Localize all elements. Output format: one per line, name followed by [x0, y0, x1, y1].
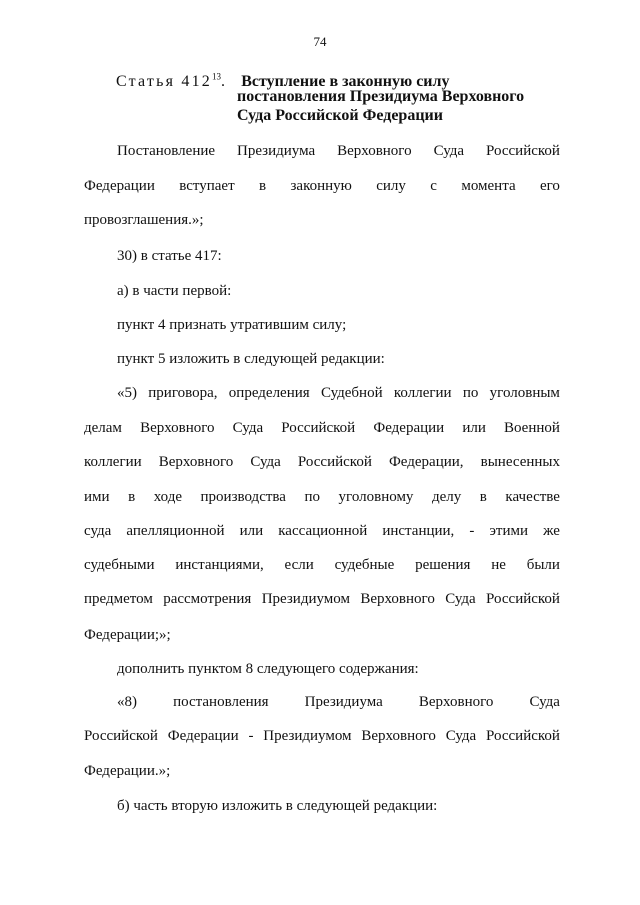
word: Президиумом — [261, 591, 350, 607]
word: в — [259, 178, 267, 194]
word: Президиумом — [263, 728, 352, 744]
word: Суда — [433, 143, 465, 159]
article-heading — [116, 68, 525, 124]
word: делу — [431, 489, 462, 505]
word: Верховного — [337, 143, 412, 159]
word: определения — [228, 385, 310, 401]
word: или — [462, 420, 486, 436]
word: были — [526, 557, 560, 573]
word: момента — [461, 178, 516, 194]
word: Верховного — [140, 420, 215, 436]
word: суда — [84, 523, 112, 539]
word: Суда — [232, 420, 264, 436]
page-number: 74 — [313, 34, 327, 49]
word: делам — [84, 420, 122, 436]
word: же — [543, 523, 560, 539]
word: Судебной — [320, 385, 383, 401]
word: Президиума — [237, 143, 316, 159]
word: этими — [489, 523, 529, 539]
word: качестве — [505, 489, 560, 505]
word: - — [469, 523, 475, 539]
word: вынесенных — [480, 454, 560, 470]
word: предметом — [84, 591, 153, 607]
text-line — [84, 454, 560, 471]
word: Верховного — [158, 454, 234, 470]
word: Верховного — [361, 728, 436, 744]
word: Российской — [281, 420, 356, 436]
text-line — [84, 557, 560, 574]
word: Верховного — [418, 694, 494, 710]
word: кассационной — [278, 523, 368, 539]
text-line: Федерации;»; — [84, 627, 171, 643]
word: Военной — [503, 420, 560, 436]
text-line: Федерации.»; — [84, 763, 171, 779]
word: Верховного — [360, 591, 435, 607]
word: решения — [415, 557, 471, 573]
word: Президиума — [304, 694, 383, 710]
word: в — [128, 489, 136, 505]
text-line — [84, 420, 560, 437]
text-line — [84, 591, 560, 608]
word: рассмотрения — [163, 591, 252, 607]
word: Суда — [445, 728, 477, 744]
article-title-line: постановления Президиума Верховного — [237, 88, 525, 105]
word: силу — [376, 178, 406, 194]
article-label-text: Статья 412 — [116, 73, 212, 91]
text-line — [117, 385, 560, 402]
article-title-line: Суда Российской Федерации — [237, 107, 443, 124]
word: «8) — [117, 694, 137, 710]
word: с — [430, 178, 437, 194]
word: Федерации — [84, 178, 155, 194]
text-line — [84, 728, 560, 745]
word: не — [491, 557, 506, 573]
word: Федерации — [373, 420, 445, 436]
word: его — [539, 178, 560, 194]
word: Российской — [486, 143, 560, 159]
article-label-sup: 13 — [211, 72, 221, 82]
word: «5) — [117, 385, 137, 401]
word: - — [248, 728, 254, 744]
word: по — [462, 385, 479, 401]
article-title-cont — [237, 87, 524, 125]
text-line — [117, 143, 560, 160]
word: приговора, — [148, 385, 218, 401]
text-line — [84, 178, 560, 195]
article-title-line: Вступление в законную силу — [241, 73, 450, 91]
text-line — [84, 489, 560, 506]
text-line: провозглашения.»; — [84, 212, 204, 228]
word: Российской — [486, 591, 560, 607]
article-label: Статья $412^{13}$. — [116, 72, 228, 91]
text-line — [84, 523, 560, 540]
word: ходе — [153, 489, 182, 505]
word: коллегии — [84, 454, 142, 470]
word: или — [239, 523, 264, 539]
word: уголовным — [489, 385, 560, 401]
word: судебные — [334, 557, 395, 573]
word: Федерации — [167, 728, 239, 744]
word: Российской — [297, 454, 372, 470]
word: судебными — [84, 557, 155, 573]
word: по — [304, 489, 321, 505]
word: в — [479, 489, 487, 505]
word: постановления — [173, 694, 269, 710]
text-line — [117, 694, 560, 711]
word: законную — [290, 178, 352, 194]
word: Российской — [84, 728, 158, 744]
text-line: б) часть вторую изложить в следующей редакции: — [117, 798, 438, 814]
text-line: пункт 5 изложить в следующей редакции: — [117, 351, 385, 367]
word: вступает — [179, 178, 235, 194]
text-line: 30) в статье 417: — [117, 248, 222, 264]
word: Российской — [486, 728, 560, 744]
word: коллегии — [393, 385, 452, 401]
word: производства — [200, 489, 286, 505]
word: апелляционной — [126, 523, 225, 539]
word: Суда — [445, 591, 476, 607]
word: Постановление — [117, 143, 216, 159]
word: Суда — [250, 454, 281, 470]
text-line: а) в части первой: — [117, 283, 232, 299]
word: инстанции, — [382, 523, 455, 539]
word: инстанциями, — [175, 557, 264, 573]
word: Федерации, — [388, 454, 464, 470]
text-line: пункт 4 признать утратившим силу; — [117, 317, 347, 333]
word: ими — [84, 489, 110, 505]
word: если — [284, 557, 314, 573]
word: Суда — [529, 694, 560, 710]
word: уголовному — [338, 489, 414, 505]
text-line: дополнить пунктом 8 следующего содержания: — [117, 661, 419, 677]
